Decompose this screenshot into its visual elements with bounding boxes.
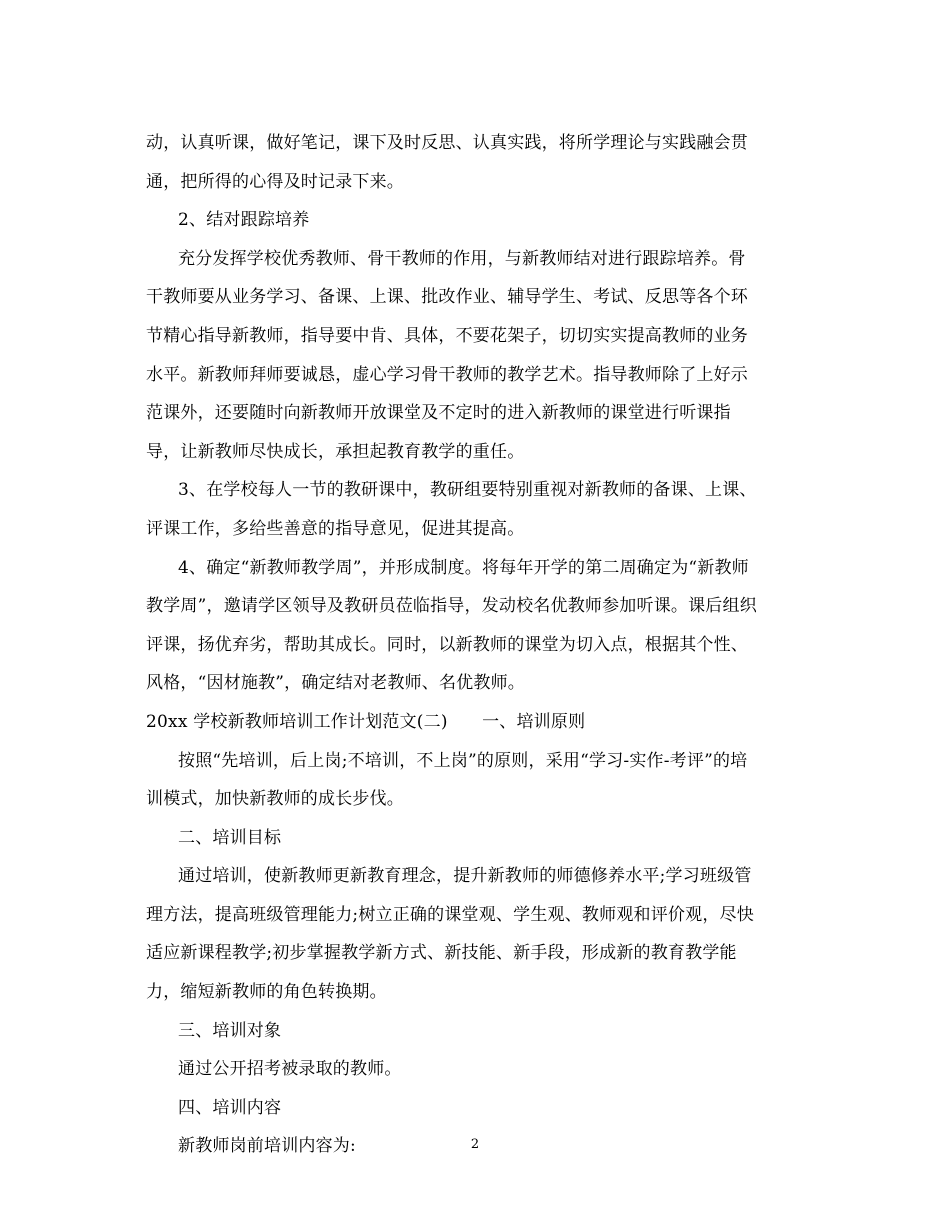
text-line: 充分发挥学校优秀教师、骨干教师的作用，与新教师结对进行跟踪培养。骨 [178, 248, 746, 269]
text-line: 通，把所得的心得及时记录下来。 [146, 171, 404, 192]
text-line: 适应新课程教学;初步掌握教学新方式、新技能、新手段，形成新的教育教学能 [146, 943, 737, 964]
text-line: 2、结对跟踪培养 [178, 210, 310, 231]
text-line: 二、培训目标 [178, 827, 282, 848]
text-line: 干教师要从业务学习、备课、上课、批改作业、辅导学生、考试、反思等各个环 [146, 287, 748, 308]
text-line: 三、培训对象 [178, 1020, 282, 1041]
text-line: 力，缩短新教师的角色转换期。 [146, 982, 387, 1003]
text-line: 新教师岗前培训内容为: [178, 1136, 356, 1157]
text-line: 评课，扬优弃劣，帮助其成长。同时，以新教师的课堂为切入点，根据其个性、 [146, 634, 748, 655]
text-line: 理方法，提高班级管理能力;树立正确的课堂观、学生观、教师观和评价观，尽快 [146, 904, 754, 925]
text-line: 范课外，还要随时向新教师开放课堂及不定时的进入新教师的课堂进行听课指 [146, 403, 731, 424]
text-line: 评课工作，多给些善意的指导意见，促进其提高。 [146, 518, 525, 539]
text-line: 风格，“因材施教”，确定结对老教师、名优教师。 [146, 673, 525, 694]
text-line: 四、培训内容 [178, 1097, 282, 1118]
text-line: 节精心指导新教师，指导要中肯、具体，不要花架子，切切实实提高教师的业务 [146, 325, 748, 346]
text-line: 4、确定“新教师教学周”，并形成制度。将每年开学的第二周确定为“新教师 [178, 557, 749, 578]
text-line: 按照“先培训，后上岗;不培训，不上岗”的原则，采用“学习-实作-考评”的培 [178, 750, 748, 771]
text-line: 水平。新教师拜师要诚恳，虚心学习骨干教师的教学艺术。指导教师除了上好示 [146, 364, 748, 385]
text-line: 导，让新教师尽快成长，承担起教育教学的重任。 [146, 441, 525, 462]
text-line: 通过培训，使新教师更新教育理念，提升新教师的师德修养水平;学习班级管 [178, 866, 752, 887]
text-line: 通过公开招考被录取的教师。 [178, 1059, 402, 1080]
text-line: 教学周”，邀请学区领导及教研员莅临指导，发动校名优教师参加听课。课后组织 [146, 596, 757, 617]
text-line: 训模式，加快新教师的成长步伐。 [146, 789, 404, 810]
text-line: 3、在学校每人一节的教研课中，教研组要特别重视对新教师的备课、上课、 [178, 480, 757, 501]
document-body [146, 124, 816, 1166]
text-line: 动，认真听课，做好笔记，课下及时反思、认真实践，将所学理论与实践融会贯 [146, 133, 748, 153]
text-line: 20xx 学校新教师培训工作计划范文(二) 一、培训原则 [146, 711, 586, 732]
page-number: 2 [470, 1137, 480, 1152]
